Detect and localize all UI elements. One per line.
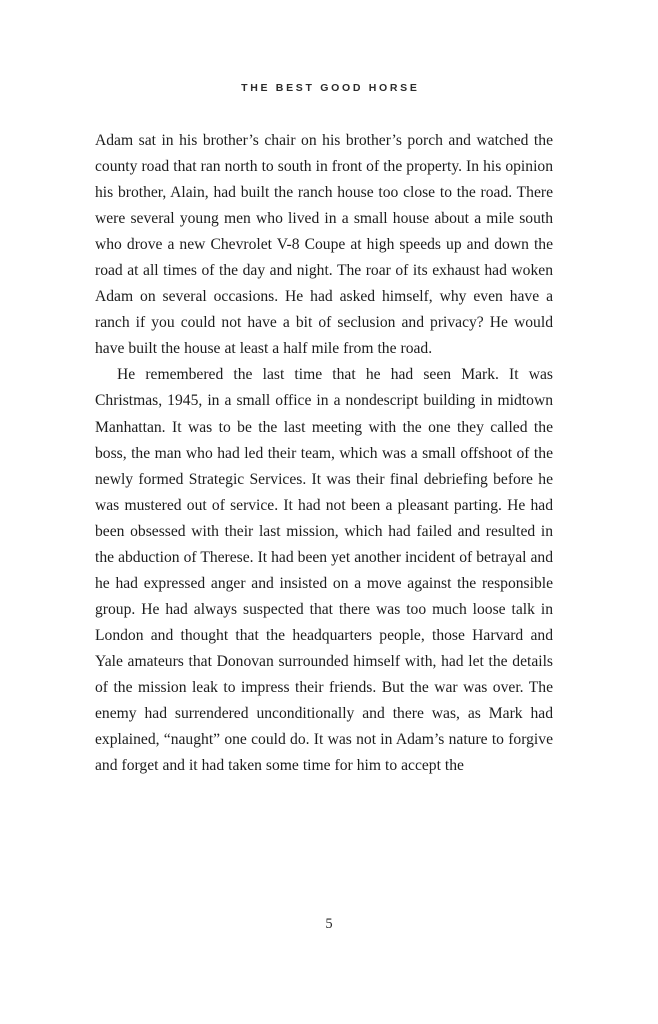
page-number: 5 <box>325 916 333 932</box>
paragraph-1: Adam sat in his brother’s chair on his brother’s porch and watched the county road that ran north to south in front of the property. In his opinion his brother, Alain, had built the ranch house too close to the road. There were several young men who lived in a small house about a mile south who drove a new Chevrolet V-8 Coupe at high speeds up and down the road at all times of the day and night. The roar of its exhaust had woken Adam on several occasions. He had asked himself, why even have a ranch if you could not have a bit of seclusion and privacy? He would have built the house at least a half mile from the road. <box>95 132 553 358</box>
running-head: THE BEST GOOD HORSE <box>241 82 420 94</box>
body-text-block <box>95 128 553 779</box>
paragraph-2: He remembered the last time that he had seen Mark. It was Christmas, 1945, in a small office in a nondescript building in midtown Manhattan. It was to be the last meeting with the one they called the boss, the man who had led their team, which was a small offshoot of the newly formed Strategic Services. It was their final debriefing before he was mustered out of service. It had not been a pleasant parting. He had been obsessed with their last mission, which had failed and resulted in the abduction of Therese. It had been yet another incident of betrayal and he had expressed anger and insisted on a move against the responsible group. He had always suspected that there was too much loose talk in London and thought that the headquarters people, those Harvard and Yale amateurs that Donovan surrounded himself with, had let the details of the mission leak to impress their friends. But the war was over. The enemy had surrendered unconditionally and there was, as Mark had explained, “naught” one could do. It was not in Adam’s nature to forgive and forget and it had taken some time for him to accept the <box>95 366 553 775</box>
